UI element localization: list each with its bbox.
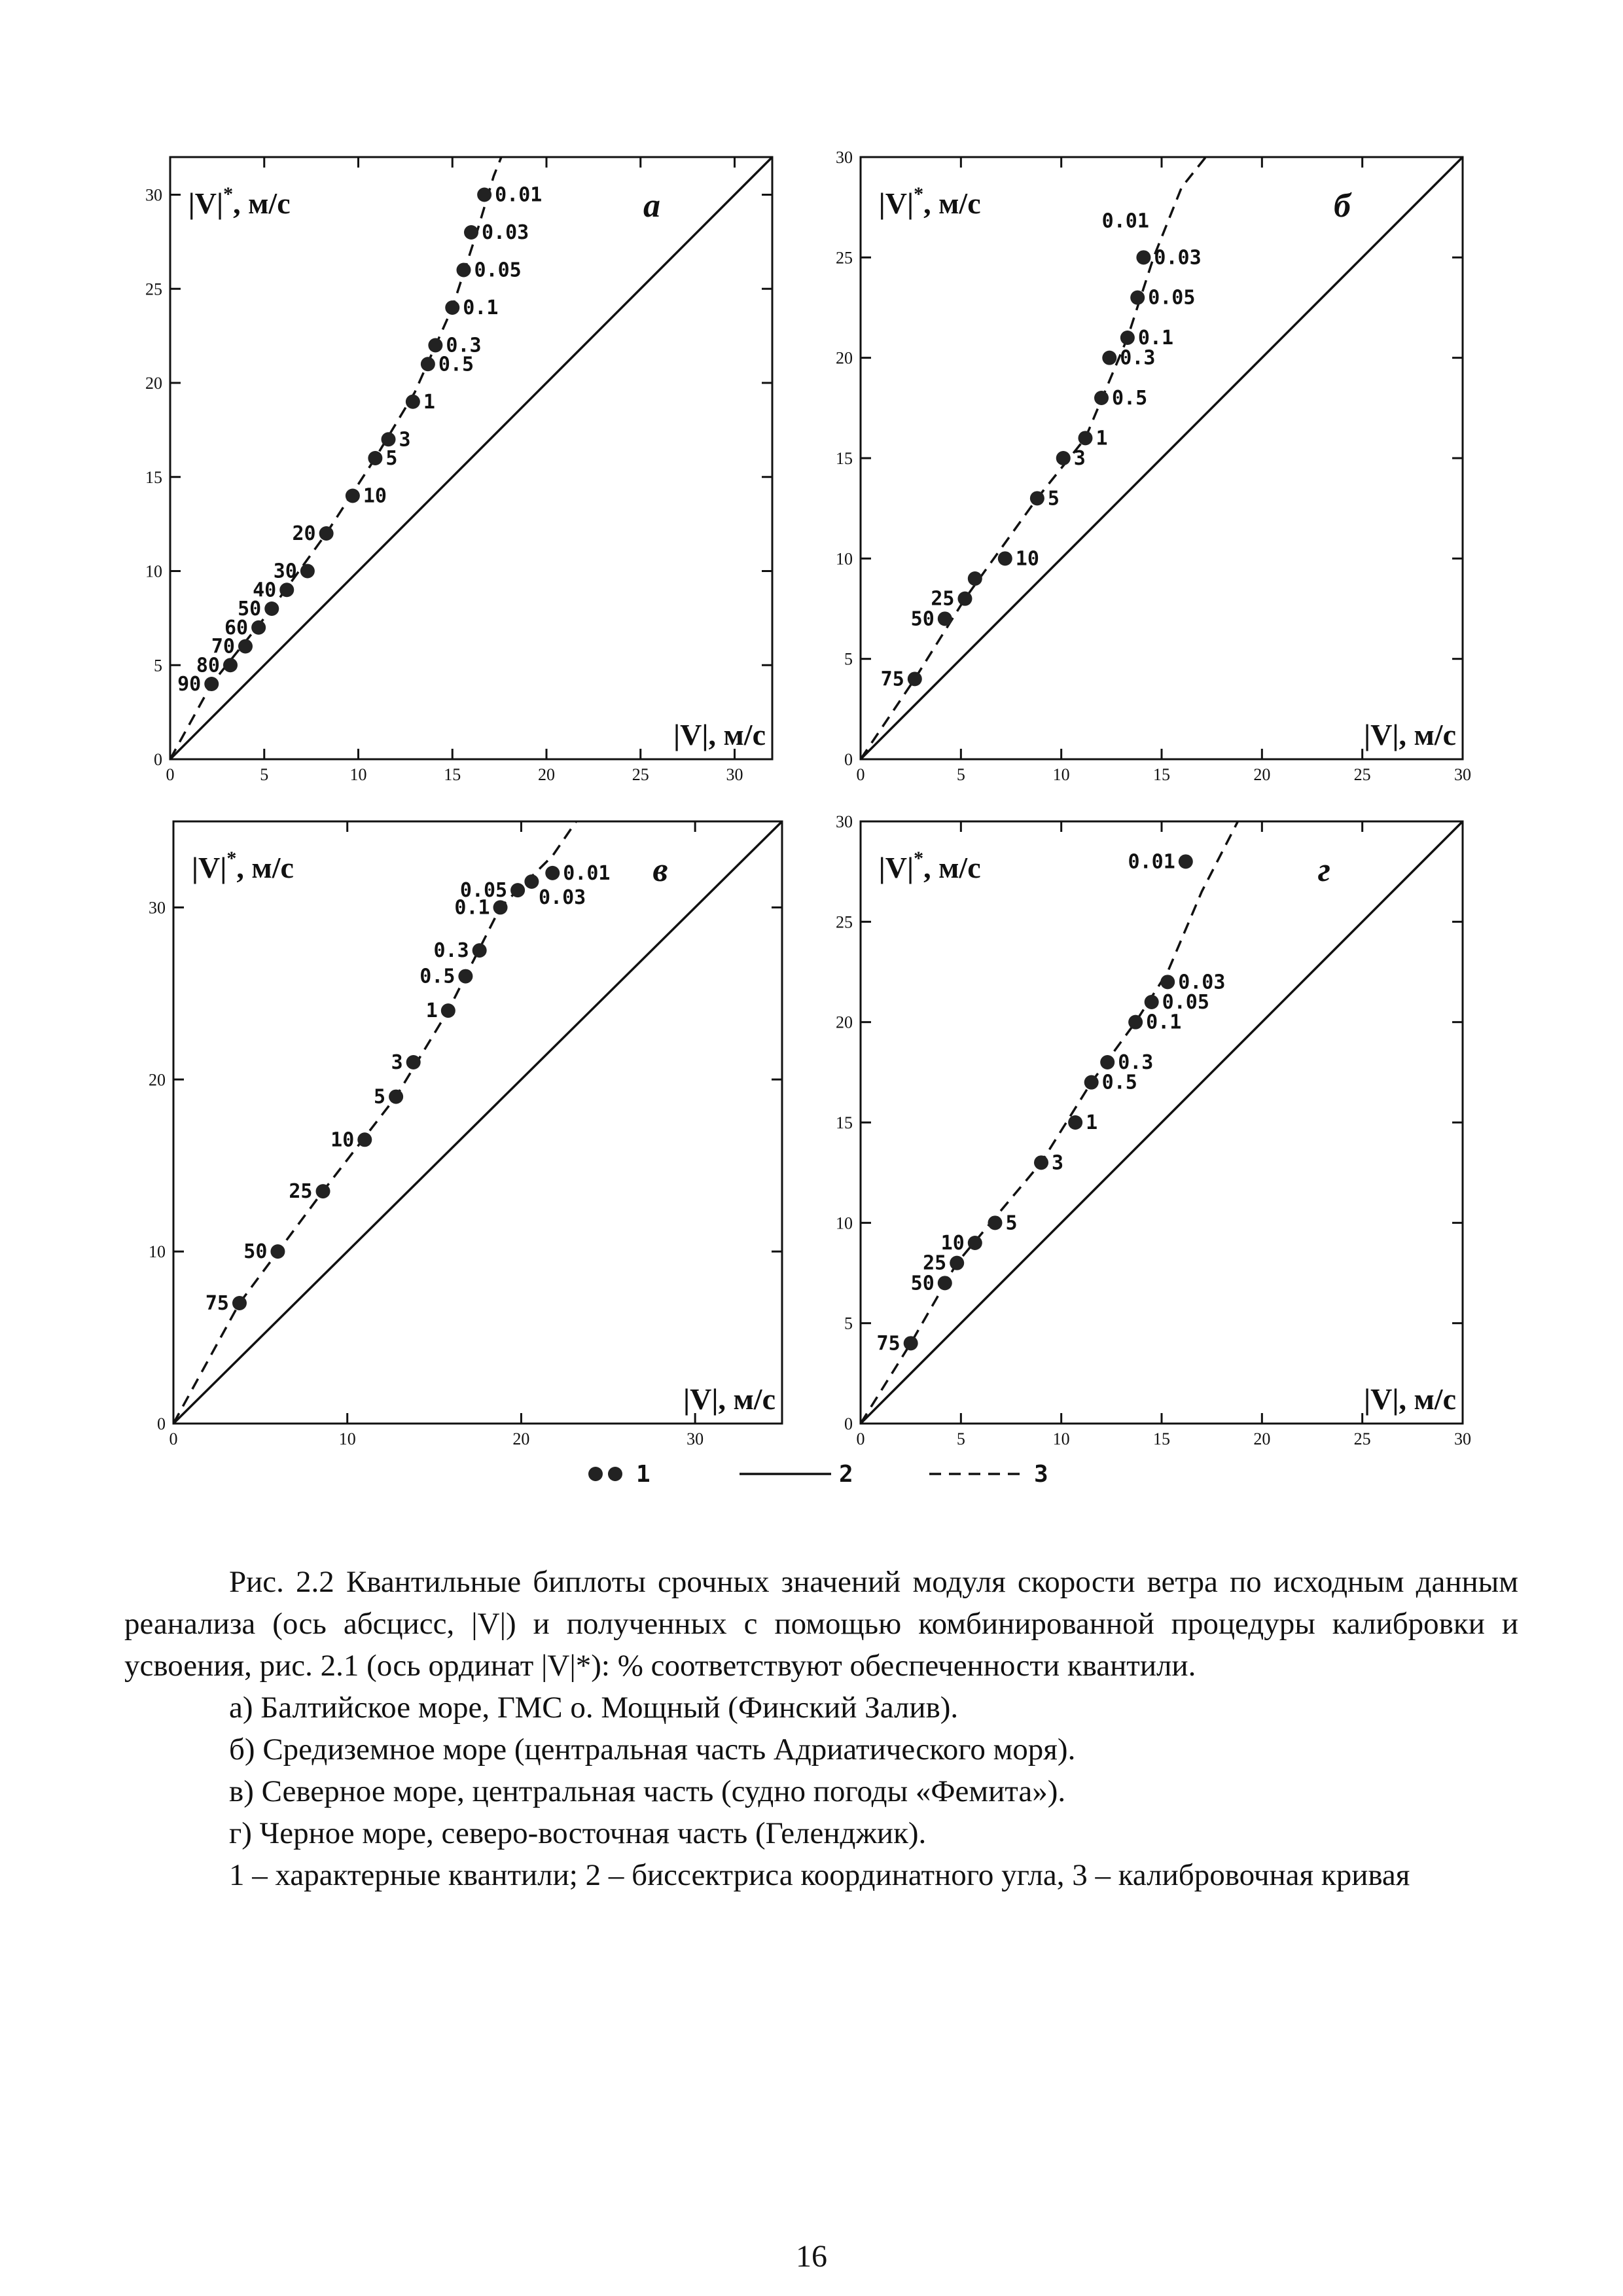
panel-letter: г (1317, 852, 1331, 889)
quantile-point (270, 1244, 285, 1259)
quantile-point (368, 451, 382, 465)
y-axis-label: |V|*, м/с (878, 848, 981, 884)
y-tick-label: 0 (157, 1414, 166, 1433)
x-tick-label: 10 (1052, 765, 1070, 784)
quantile-point (938, 611, 952, 626)
y-tick-label: 5 (844, 649, 853, 669)
quantile-point (445, 300, 459, 315)
quantile-label: 0.5 (1112, 387, 1148, 410)
quantile-label: 20 (292, 522, 316, 545)
panel-letter: б (1334, 187, 1351, 224)
x-tick-label: 25 (1353, 765, 1371, 784)
caption-item-v: в) Северное море, центральная часть (судно погоды «Фемита»). (229, 1774, 1066, 1808)
caption-main: Рис. 2.2 Квантильные биплоты срочных значений модуля скорости ветра по исходным данным реанализа (ось абсцисс, |V|) и полученных с помощью комбинированной процедуры калибровки и усвоения, рис. 2.1 (ось ординат |V|*): % соответствуют обеспеченности квантили. (124, 1565, 1518, 1683)
quantile-point (441, 1003, 455, 1018)
quantile-point (957, 592, 972, 606)
y-tick-label: 25 (145, 279, 162, 299)
quantile-point (908, 672, 922, 686)
x-tick-label: 20 (1253, 1429, 1271, 1448)
x-tick-label: 15 (1153, 1429, 1170, 1448)
y-axis-label: |V|*, м/с (188, 183, 291, 220)
quantile-point (232, 1296, 247, 1310)
panel-letter: в (652, 852, 668, 889)
quantile-label: 0.01 (563, 861, 611, 885)
quantile-label: 0.05 (1148, 286, 1196, 310)
quantile-point (968, 1236, 982, 1250)
quantile-label: 25 (289, 1180, 313, 1204)
y-tick-label: 30 (145, 185, 162, 205)
x-tick-label: 30 (1454, 1429, 1471, 1448)
quantile-label: 0.1 (463, 296, 499, 319)
quantile-label: 3 (1052, 1151, 1064, 1175)
quantile-label: 5 (385, 447, 398, 470)
x-tick-label: 20 (1253, 765, 1271, 784)
quantile-label: 0.3 (1120, 346, 1156, 370)
x-tick-label: 30 (726, 765, 743, 784)
quantile-point (473, 943, 487, 958)
x-axis-label: |V|, м/с (1363, 718, 1456, 751)
quantile-point (904, 1336, 918, 1350)
quantile-point (428, 338, 442, 353)
quantile-label: 0.05 (1162, 991, 1209, 1014)
quantile-label: 50 (910, 607, 935, 631)
quantile-point (421, 357, 435, 371)
quantile-label: 5 (1047, 487, 1060, 511)
x-tick-label: 0 (166, 765, 175, 784)
quantile-point (1102, 351, 1116, 365)
y-tick-label: 5 (154, 656, 162, 675)
y-tick-label: 20 (836, 1013, 853, 1032)
quantile-label: 75 (205, 1292, 229, 1315)
x-tick-label: 0 (169, 1429, 178, 1448)
x-tick-label: 10 (338, 1429, 356, 1448)
quantile-label: 1 (423, 390, 435, 414)
quantile-point (238, 639, 253, 654)
quantile-point (346, 489, 360, 503)
chart-v-svg (98, 802, 792, 1456)
quantile-point (1100, 1055, 1115, 1069)
x-tick-label: 25 (1353, 1429, 1371, 1448)
chart-b-svg (785, 137, 1492, 792)
legend-svg (576, 1454, 1099, 1494)
quantile-point (389, 1090, 403, 1104)
x-tick-label: 30 (1454, 765, 1471, 784)
quantile-label: 1 (1096, 427, 1108, 450)
y-axis-label: |V|*, м/с (878, 183, 981, 220)
x-axis-label: |V|, м/с (1363, 1382, 1456, 1416)
quantile-point (1120, 331, 1135, 345)
bisector-line (861, 821, 1463, 1424)
quantile-point (1034, 1155, 1048, 1170)
quantile-label: 0.03 (1178, 971, 1226, 994)
x-tick-label: 0 (856, 1429, 865, 1448)
quantile-point (316, 1184, 330, 1198)
quantile-label: 0.03 (482, 221, 529, 244)
figure-caption (124, 1561, 1518, 1896)
legend-dot-icon (588, 1467, 603, 1481)
x-axis-label: |V|, м/с (683, 1382, 776, 1416)
quantile-point (938, 1276, 952, 1290)
x-tick-label: 5 (260, 765, 269, 784)
quantile-label: 0.05 (459, 879, 508, 903)
y-tick-label: 0 (844, 1414, 853, 1433)
quantile-point (1068, 1115, 1082, 1130)
quantile-label: 10 (940, 1232, 965, 1255)
legend-item-1-label: 1 (636, 1461, 651, 1488)
caption-legend-text: 1 – характерные квантили; 2 – биссектриса координатного угла, 3 – калибровочная кривая (229, 1858, 1410, 1892)
x-axis-label: |V|, м/с (673, 718, 766, 751)
quantile-point (458, 969, 473, 984)
quantile-point (1145, 995, 1159, 1009)
quantile-point (1179, 854, 1193, 869)
page-number: 16 (796, 2239, 827, 2274)
caption-item-a: а) Балтийское море, ГМС о. Мощный (Финский Залив). (229, 1691, 959, 1725)
quantile-label: 0.5 (419, 965, 455, 988)
x-tick-label: 25 (632, 765, 649, 784)
quantile-point (1136, 250, 1150, 264)
quantile-label: 0.05 (474, 259, 522, 282)
quantile-point (950, 1256, 964, 1270)
panel-letter: а (643, 187, 660, 224)
quantile-label: 75 (876, 1332, 901, 1355)
quantile-point (968, 571, 982, 586)
quantile-label: 0.5 (1101, 1071, 1137, 1094)
quantile-label: 70 (211, 635, 235, 658)
quantile-label: 10 (1015, 547, 1039, 571)
quantile-label: 0.01 (1128, 850, 1175, 874)
quantile-point (493, 900, 508, 914)
quantile-label: 0.1 (454, 896, 490, 920)
quantile-point (279, 583, 294, 597)
quantile-label: 0.3 (433, 939, 469, 963)
y-tick-label: 20 (145, 374, 162, 393)
quantile-label: 90 (177, 673, 202, 696)
quantile-point (1078, 431, 1092, 445)
quantile-label: 0.03 (1154, 246, 1202, 270)
x-tick-label: 10 (349, 765, 367, 784)
quantile-point (406, 1055, 421, 1069)
quantile-point (457, 263, 471, 278)
quantile-point (988, 1215, 1002, 1230)
quantile-point (1160, 975, 1175, 989)
quantile-point (545, 866, 560, 880)
chart-panel-g (785, 802, 1492, 1456)
quantile-point (251, 620, 266, 635)
quantile-label: 3 (1073, 447, 1086, 470)
chart-legend (576, 1454, 1099, 1494)
quantile-label: 0.01 (495, 183, 543, 207)
quantile-label: 5 (1005, 1211, 1018, 1235)
quantile-point (1030, 491, 1044, 505)
x-tick-label: 20 (538, 765, 555, 784)
quantile-point (1084, 1075, 1099, 1090)
quantile-point (357, 1132, 372, 1147)
quantile-label: 25 (931, 587, 955, 611)
x-tick-label: 5 (956, 1429, 965, 1448)
x-tick-label: 20 (512, 1429, 530, 1448)
legend-item-2-label: 2 (839, 1461, 853, 1488)
x-tick-label: 5 (956, 765, 965, 784)
quantile-point (1130, 291, 1145, 305)
y-tick-label: 30 (836, 148, 853, 167)
quantile-label: 0.03 (539, 886, 586, 910)
quantile-label: 50 (243, 1240, 268, 1264)
y-tick-label: 25 (836, 248, 853, 268)
quantile-label: 40 (253, 579, 277, 602)
quantile-label: 80 (196, 654, 220, 677)
calibration-curve (173, 813, 582, 1424)
quantile-label: 3 (391, 1051, 403, 1074)
quantile-label: 0.01 (1101, 209, 1149, 233)
quantile-label: 0.1 (1137, 327, 1174, 350)
y-axis-label: |V|*, м/с (191, 848, 294, 884)
quantile-label: 5 (374, 1085, 386, 1109)
quantile-label: 0.5 (438, 353, 474, 376)
quantile-point (524, 874, 539, 889)
quantile-label: 50 (238, 598, 262, 620)
y-tick-label: 10 (149, 1242, 166, 1262)
y-tick-label: 10 (836, 1213, 853, 1233)
y-tick-label: 25 (836, 912, 853, 932)
y-tick-label: 30 (149, 898, 166, 918)
quantile-label: 30 (273, 560, 297, 583)
quantile-label: 0.1 (1146, 1011, 1182, 1034)
quantile-point (406, 395, 420, 409)
quantile-point (998, 551, 1012, 565)
y-tick-label: 15 (836, 449, 853, 468)
quantile-point (204, 677, 219, 691)
chart-panel-b (785, 137, 1492, 792)
quantile-label: 50 (910, 1272, 935, 1295)
quantile-point (1094, 391, 1109, 405)
y-tick-label: 10 (836, 549, 853, 569)
legend-dot-icon (608, 1467, 622, 1481)
quantile-label: 25 (923, 1251, 947, 1275)
quantile-point (382, 432, 396, 446)
quantile-label: 60 (224, 616, 249, 639)
y-tick-label: 10 (145, 562, 162, 581)
quantile-point (510, 883, 525, 897)
x-tick-label: 30 (687, 1429, 704, 1448)
quantile-point (477, 188, 491, 202)
chart-g-svg (785, 802, 1492, 1456)
quantile-label: 10 (363, 484, 387, 508)
quantile-label: 3 (399, 428, 411, 452)
y-tick-label: 15 (145, 467, 162, 487)
y-tick-label: 20 (836, 348, 853, 368)
x-tick-label: 0 (856, 765, 865, 784)
quantile-point (264, 601, 279, 616)
quantile-point (464, 225, 478, 240)
y-tick-label: 0 (154, 750, 162, 769)
caption-item-b: б) Средиземное море (центральная часть Адриатического моря). (229, 1732, 1076, 1767)
x-tick-label: 15 (1153, 765, 1170, 784)
y-tick-label: 5 (844, 1314, 853, 1333)
quantile-label: 0.3 (1118, 1051, 1154, 1074)
x-tick-label: 15 (444, 765, 461, 784)
y-tick-label: 0 (844, 750, 853, 769)
quantile-label: 75 (880, 668, 904, 691)
y-tick-label: 30 (836, 812, 853, 831)
caption-item-g: г) Черное море, северо-восточная часть (Геленджик). (229, 1816, 927, 1850)
chart-panel-a (98, 137, 779, 792)
quantile-label: 1 (425, 999, 438, 1023)
chart-panel-v (98, 802, 792, 1456)
quantile-point (300, 564, 315, 579)
legend-item-3-label: 3 (1034, 1461, 1048, 1488)
x-tick-label: 10 (1052, 1429, 1070, 1448)
quantile-point (1056, 451, 1071, 465)
quantile-point (1128, 1015, 1143, 1030)
quantile-label: 10 (330, 1128, 355, 1152)
quantile-point (319, 526, 334, 541)
calibration-curve (861, 821, 1238, 1424)
quantile-label: 0.3 (446, 334, 482, 357)
quantile-label: 1 (1086, 1111, 1098, 1134)
quantile-point (223, 658, 238, 672)
y-tick-label: 20 (149, 1070, 166, 1090)
chart-a-svg (98, 137, 779, 792)
y-tick-label: 15 (836, 1113, 853, 1132)
